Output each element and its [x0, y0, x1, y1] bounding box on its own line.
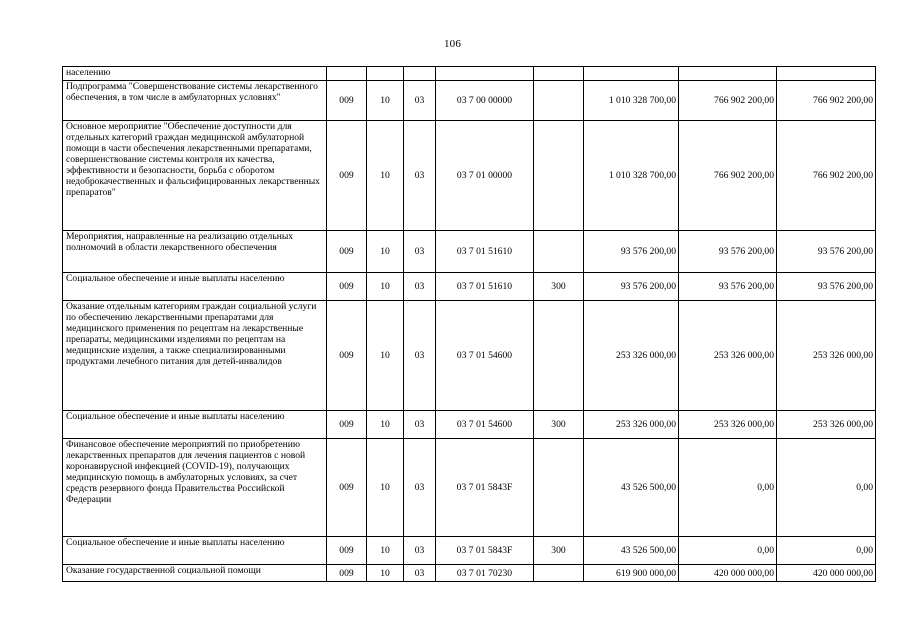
cell-year3: 253 326 000,00: [777, 411, 876, 439]
cell-year2: [679, 67, 777, 81]
cell-rz: 10: [367, 411, 404, 439]
cell-ved: 009: [327, 273, 367, 301]
row-name: Социальное обеспечение и иные выплаты населению: [63, 273, 327, 301]
table-row: [63, 81, 876, 121]
cell-year1: 1 010 328 700,00: [584, 121, 679, 231]
cell-year3: 0,00: [777, 537, 876, 565]
cell-year2: 93 576 200,00: [679, 231, 777, 273]
cell-vr: [534, 301, 584, 411]
cell-year2: 766 902 200,00: [679, 81, 777, 121]
cell-year1: 619 900 000,00: [584, 565, 679, 582]
cell-ved: 009: [327, 411, 367, 439]
cell-year3: 420 000 000,00: [777, 565, 876, 582]
table-row: [63, 273, 876, 301]
cell-year3: 766 902 200,00: [777, 81, 876, 121]
cell-ved: [327, 67, 367, 81]
cell-csr: 03 7 00 00000: [436, 81, 534, 121]
cell-csr: 03 7 01 51610: [436, 231, 534, 273]
cell-vr: [534, 81, 584, 121]
cell-rz: [367, 67, 404, 81]
cell-year3: 0,00: [777, 439, 876, 537]
cell-pr: 03: [404, 301, 436, 411]
cell-year2: 420 000 000,00: [679, 565, 777, 582]
cell-vr: 300: [534, 411, 584, 439]
row-name: Социальное обеспечение и иные выплаты населению: [63, 411, 327, 439]
cell-rz: 10: [367, 301, 404, 411]
table-row: [63, 121, 876, 231]
cell-year2: 766 902 200,00: [679, 121, 777, 231]
cell-pr: 03: [404, 81, 436, 121]
cell-csr: [436, 67, 534, 81]
row-name: Финансовое обеспечение мероприятий по приобретению лекарственных препаратов для лечения пациентов с новой коронавирусной инфекцией (COVID-19), получающих медицинскую помощь в амбулаторных условиях, за счет средств резервного фонда Правительства Российской Федерации: [63, 439, 327, 537]
cell-pr: 03: [404, 565, 436, 582]
cell-year3: [777, 67, 876, 81]
cell-rz: 10: [367, 231, 404, 273]
cell-year3: 766 902 200,00: [777, 121, 876, 231]
cell-year1: 43 526 500,00: [584, 537, 679, 565]
cell-pr: 03: [404, 439, 436, 537]
cell-rz: 10: [367, 565, 404, 582]
budget-table: [62, 66, 876, 582]
cell-csr: 03 7 01 54600: [436, 411, 534, 439]
cell-csr: 03 7 01 70230: [436, 565, 534, 582]
cell-pr: 03: [404, 411, 436, 439]
cell-rz: 10: [367, 121, 404, 231]
cell-vr: [534, 67, 584, 81]
cell-year2: 0,00: [679, 537, 777, 565]
cell-csr: 03 7 01 5843F: [436, 537, 534, 565]
cell-csr: 03 7 01 54600: [436, 301, 534, 411]
cell-ved: 009: [327, 81, 367, 121]
cell-year1: 43 526 500,00: [584, 439, 679, 537]
row-name: Основное мероприятие "Обеспечение доступности для отдельных категорий граждан медицинской амбулаторной помощи в части обеспечения лекарственными препаратами, совершенствование системы контроля их качества, эффективности и безопасности, борьба с оборотом недоброкачественных и фальсифицированных лекарственных препаратов": [63, 121, 327, 231]
cell-year2: 253 326 000,00: [679, 411, 777, 439]
table-row: [63, 411, 876, 439]
cell-vr: [534, 231, 584, 273]
row-name: Мероприятия, направленные на реализацию отдельных полномочий в области лекарственного обеспечения: [63, 231, 327, 273]
cell-year1: 1 010 328 700,00: [584, 81, 679, 121]
cell-ved: 009: [327, 231, 367, 273]
cell-vr: [534, 439, 584, 537]
cell-vr: [534, 121, 584, 231]
row-name: Подпрограмма "Совершенствование системы лекарственного обеспечения, в том числе в амбулаторных условиях": [63, 81, 327, 121]
table-row: [63, 67, 876, 81]
cell-year1: [584, 67, 679, 81]
table-body: [63, 67, 876, 582]
cell-year2: 93 576 200,00: [679, 273, 777, 301]
cell-ved: 009: [327, 565, 367, 582]
cell-ved: 009: [327, 439, 367, 537]
row-name: Оказание государственной социальной помощи: [63, 565, 327, 582]
table-row: [63, 537, 876, 565]
cell-rz: 10: [367, 273, 404, 301]
cell-year1: 93 576 200,00: [584, 231, 679, 273]
table-row: [63, 231, 876, 273]
cell-vr: 300: [534, 273, 584, 301]
cell-csr: 03 7 01 00000: [436, 121, 534, 231]
cell-pr: 03: [404, 231, 436, 273]
cell-csr: 03 7 01 5843F: [436, 439, 534, 537]
cell-year2: 0,00: [679, 439, 777, 537]
cell-csr: 03 7 01 51610: [436, 273, 534, 301]
page-number: 106: [443, 38, 462, 50]
row-name: Оказание отдельным категориям граждан социальной услуги по обеспечению лекарственными препаратами для медицинского применения по рецептам на лекарственные препараты, медицинскими изделиями по рецептам на медицинские изделия, а также специализированными продуктами лечебного питания для детей-инвалидов: [63, 301, 327, 411]
cell-pr: [404, 67, 436, 81]
table-row: [63, 301, 876, 411]
cell-ved: 009: [327, 301, 367, 411]
cell-ved: 009: [327, 537, 367, 565]
cell-year3: 253 326 000,00: [777, 301, 876, 411]
cell-rz: 10: [367, 81, 404, 121]
cell-ved: 009: [327, 121, 367, 231]
cell-vr: 300: [534, 537, 584, 565]
cell-rz: 10: [367, 537, 404, 565]
row-name: Социальное обеспечение и иные выплаты населению: [63, 537, 327, 565]
table-row: [63, 439, 876, 537]
cell-year1: 253 326 000,00: [584, 411, 679, 439]
cell-year2: 253 326 000,00: [679, 301, 777, 411]
cell-pr: 03: [404, 273, 436, 301]
row-name: населению: [63, 67, 327, 81]
cell-year3: 93 576 200,00: [777, 273, 876, 301]
cell-year1: 253 326 000,00: [584, 301, 679, 411]
cell-vr: [534, 565, 584, 582]
cell-pr: 03: [404, 121, 436, 231]
table-row: [63, 565, 876, 582]
cell-year3: 93 576 200,00: [777, 231, 876, 273]
cell-rz: 10: [367, 439, 404, 537]
cell-pr: 03: [404, 537, 436, 565]
cell-year1: 93 576 200,00: [584, 273, 679, 301]
